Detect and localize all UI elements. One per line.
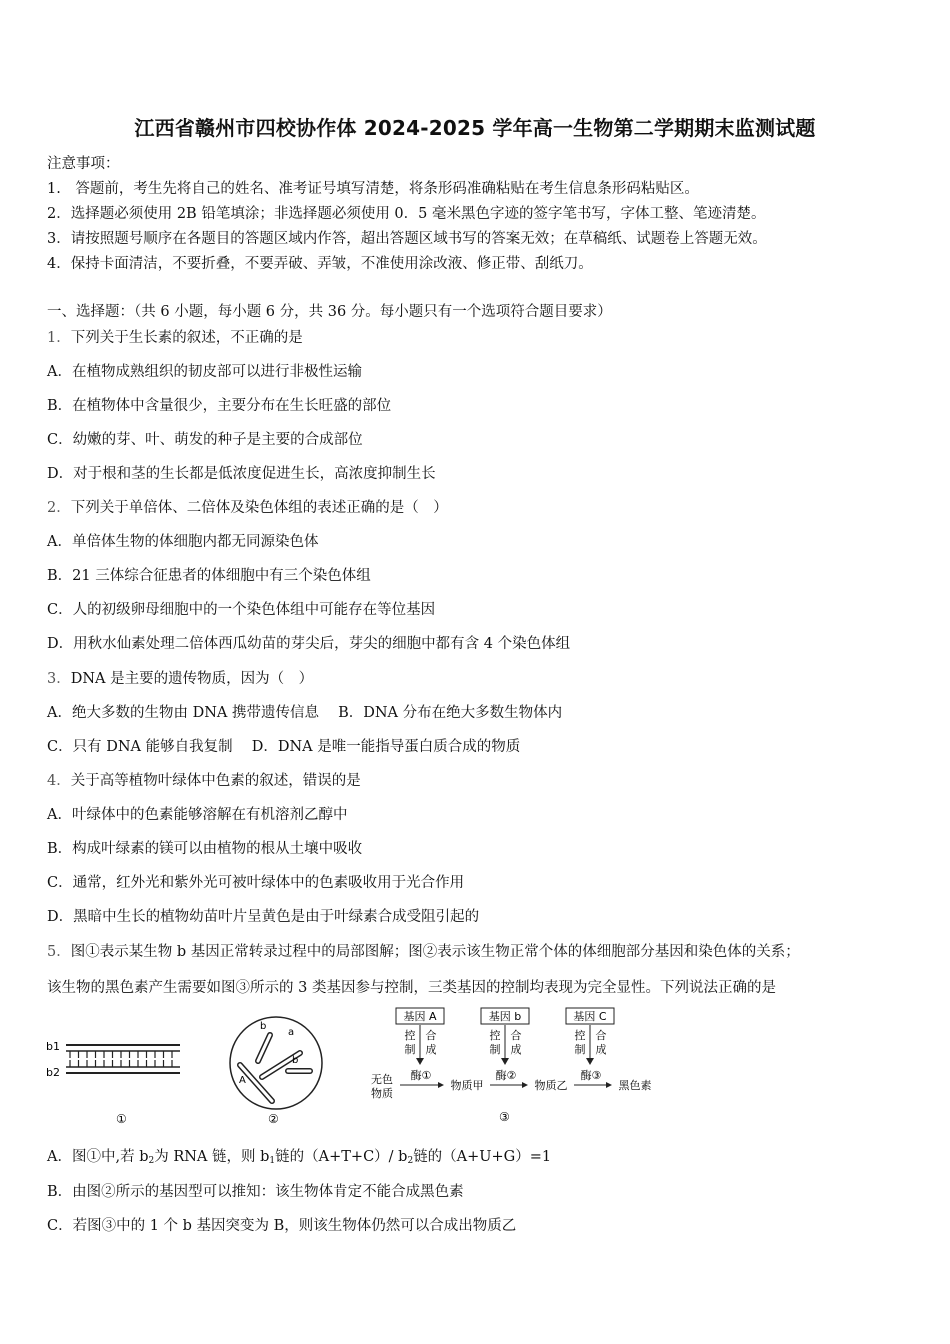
product-1: 物质甲: [450, 1079, 484, 1092]
gene-C-label: 基因 C: [573, 1010, 607, 1023]
gene-C-syn-2: 成: [595, 1043, 607, 1056]
gene-b-syn-2: 成: [510, 1043, 522, 1056]
question-number: 5．: [47, 944, 71, 960]
q1-option-d: D．对于根和茎的生长都是低浓度促进生长，高浓度抑制生长: [47, 466, 436, 482]
figure-1-transcription: [46, 1040, 180, 1126]
label-b2: b2: [46, 1066, 60, 1079]
q1-option-c: C．幼嫩的芽、叶、萌发的种子是主要的合成部位: [47, 432, 363, 448]
q5a-text-4: 链的（A+U+G）=1: [413, 1149, 552, 1165]
gene-A-ctrl-2: 制: [404, 1043, 416, 1056]
gene-A-ctrl-1: 控: [404, 1029, 416, 1042]
gene-C-ctrl-1: 控: [574, 1029, 586, 1042]
gene-b-label: 基因 b: [488, 1010, 522, 1023]
start-label-2: 物质: [371, 1087, 393, 1100]
question-stem: DNA 是主要的遗传物质，因为（ ）: [70, 671, 314, 687]
question-stem: 图①表示某生物 b 基因正常转录过程中的局部图解；图②表示该生物正常个体的体细胞部分基因和染色体的关系；: [70, 944, 800, 960]
fig2-caption: ②: [268, 1112, 279, 1126]
q5a-text-1: A．图①中,若 b: [47, 1149, 149, 1165]
q5a-sub-1: 2: [148, 1156, 155, 1166]
question-number: 3．: [47, 671, 71, 687]
q5-option-c: C．若图③中的 1 个 b 基因突变为 B，则该生物体仍然可以合成出物质乙: [47, 1218, 517, 1234]
q5a-sub-2: 1: [269, 1156, 276, 1166]
q5-option-a: [47, 1145, 551, 1166]
q4-option-b: B．构成叶绿素的镁可以由植物的根从土壤中吸收: [47, 841, 363, 857]
notice-heading: 注意事项：: [47, 156, 120, 172]
q2-option-c: C．人的初级卵母细胞中的一个染色体组中可能存在等位基因: [47, 602, 436, 618]
question-1: [47, 326, 303, 347]
question-5-stem-cont: 该生物的黑色素产生需要如图③所示的 3 类基因参与控制，三类基因的控制均表现为完全显性。下列说法正确的是: [47, 980, 776, 996]
chrom-label-a: a: [288, 1027, 295, 1038]
gene-b-arrowhead: [501, 1058, 509, 1065]
q5a-text-2: 为 RNA 链，则 b: [154, 1149, 270, 1165]
page-title: 江西省赣州市四校协作体 2024-2025 学年高一生物第二学期期末监测试题: [134, 116, 816, 140]
question-3: [47, 667, 313, 688]
q1-option-a: A．在植物成熟组织的韧皮部可以进行非极性运输: [47, 364, 362, 380]
start-label-1: 无色: [371, 1073, 393, 1086]
chrom-label-b-1: b: [260, 1021, 267, 1032]
figure-2-cell: [230, 1017, 322, 1126]
q5-figure: [40, 1005, 660, 1130]
gene-b-ctrl-2: 制: [489, 1043, 501, 1056]
gene-C-arrowhead: [586, 1058, 594, 1065]
fig1-caption: ①: [116, 1112, 127, 1126]
question-number: 2．: [47, 500, 71, 516]
cell-membrane: [230, 1017, 322, 1109]
gene-A-syn-1: 合: [425, 1029, 437, 1042]
gene-A-column: [396, 1008, 444, 1065]
q5a-text-3: 链的（A+T+C）/ b: [275, 1149, 408, 1165]
notice-item-3: 3．请按照题号顺序在各题目的答题区域内作答，超出答题区域书写的答案无效；在草稿纸、试题卷上答题无效。: [47, 231, 767, 247]
question-number: 1．: [47, 330, 71, 346]
figure-3-pathway: [371, 1008, 652, 1124]
q4-option-c: C．通常，红外光和紫外光可被叶绿体中的色素吸收用于光合作用: [47, 875, 465, 891]
question-2: [47, 496, 448, 517]
q2-option-a: A．单倍体生物的体细胞内都无同源染色体: [47, 534, 319, 550]
fig3-caption: ③: [499, 1110, 510, 1124]
notice-item-1: 1. 答题前，考生先将自己的姓名、准考证号填写清楚，将条形码准确粘贴在考生信息条形码粘贴区。: [47, 181, 699, 197]
q2-option-d: D．用秋水仙素处理二倍体西瓜幼苗的芽尖后，芽尖的细胞中都有含 4 个染色体组: [47, 636, 571, 652]
enzyme-1: 酶①: [410, 1069, 432, 1082]
chromosome-1-core: [258, 1035, 270, 1061]
chrom-label-A: A: [239, 1075, 246, 1086]
question-stem: 下列关于生长素的叙述，不正确的是: [70, 330, 303, 346]
product-3: 黑色素: [618, 1079, 652, 1092]
q3-options-ab: A．绝大多数的生物由 DNA 携带遗传信息 B．DNA 分布在绝大多数生物体内: [47, 705, 563, 721]
question-number: 4．: [47, 773, 71, 789]
gene-b-column: [481, 1008, 529, 1065]
gene-A-label: 基因 A: [403, 1010, 437, 1023]
reaction-arrowhead-2: [522, 1082, 528, 1088]
q5a-sub-3: 2: [407, 1156, 414, 1166]
notice-item-4: 4．保持卡面清洁，不要折叠，不要弄破、弄皱，不准使用涂改液、修正带、刮纸刀。: [47, 256, 593, 272]
question-5: [47, 940, 800, 961]
gene-b-syn-1: 合: [510, 1029, 522, 1042]
gene-b-ctrl-1: 控: [489, 1029, 501, 1042]
q2-option-b: B．21 三体综合征患者的体细胞中有三个染色体组: [47, 568, 371, 584]
q4-option-d: D．黑暗中生长的植物幼苗叶片呈黄色是由于叶绿素合成受阻引起的: [47, 909, 480, 925]
label-b1: b1: [46, 1040, 60, 1053]
gene-C-column: [566, 1008, 614, 1065]
chrom-label-b-2: b: [292, 1055, 299, 1066]
gene-C-syn-1: 合: [595, 1029, 607, 1042]
q5-option-b: B．由图②所示的基因型可以推知：该生物体肯定不能合成黑色素: [47, 1184, 464, 1200]
reaction-arrowhead-1: [438, 1082, 444, 1088]
question-stem: 下列关于单倍体、二倍体及染色体组的表述正确的是（ ）: [70, 500, 448, 516]
question-4: [47, 769, 361, 790]
gene-A-syn-2: 成: [425, 1043, 437, 1056]
enzyme-3: 酶③: [580, 1069, 602, 1082]
question-stem: 关于高等植物叶绿体中色素的叙述，错误的是: [70, 773, 361, 789]
gene-C-ctrl-2: 制: [574, 1043, 586, 1056]
gene-A-arrowhead: [416, 1058, 424, 1065]
q1-option-b: B．在植物体中含量很少，主要分布在生长旺盛的部位: [47, 398, 392, 414]
enzyme-2: 酶②: [495, 1069, 517, 1082]
reaction-arrowhead-3: [606, 1082, 612, 1088]
notice-item-2: 2．选择题必须使用 2B 铅笔填涂；非选择题必须使用 0．5 毫米黑色字迹的签字笔书写，字体工整、笔迹清楚。: [47, 206, 766, 222]
section-heading: 一、选择题：（共 6 小题，每小题 6 分，共 36 分。每小题只有一个选项符合题目要求）: [47, 304, 612, 320]
base-pairs: [70, 1051, 172, 1067]
q3-options-cd: C．只有 DNA 能够自我复制 D．DNA 是唯一能指导蛋白质合成的物质: [47, 739, 521, 755]
q4-option-a: A．叶绿体中的色素能够溶解在有机溶剂乙醇中: [47, 807, 348, 823]
product-2: 物质乙: [534, 1079, 568, 1092]
